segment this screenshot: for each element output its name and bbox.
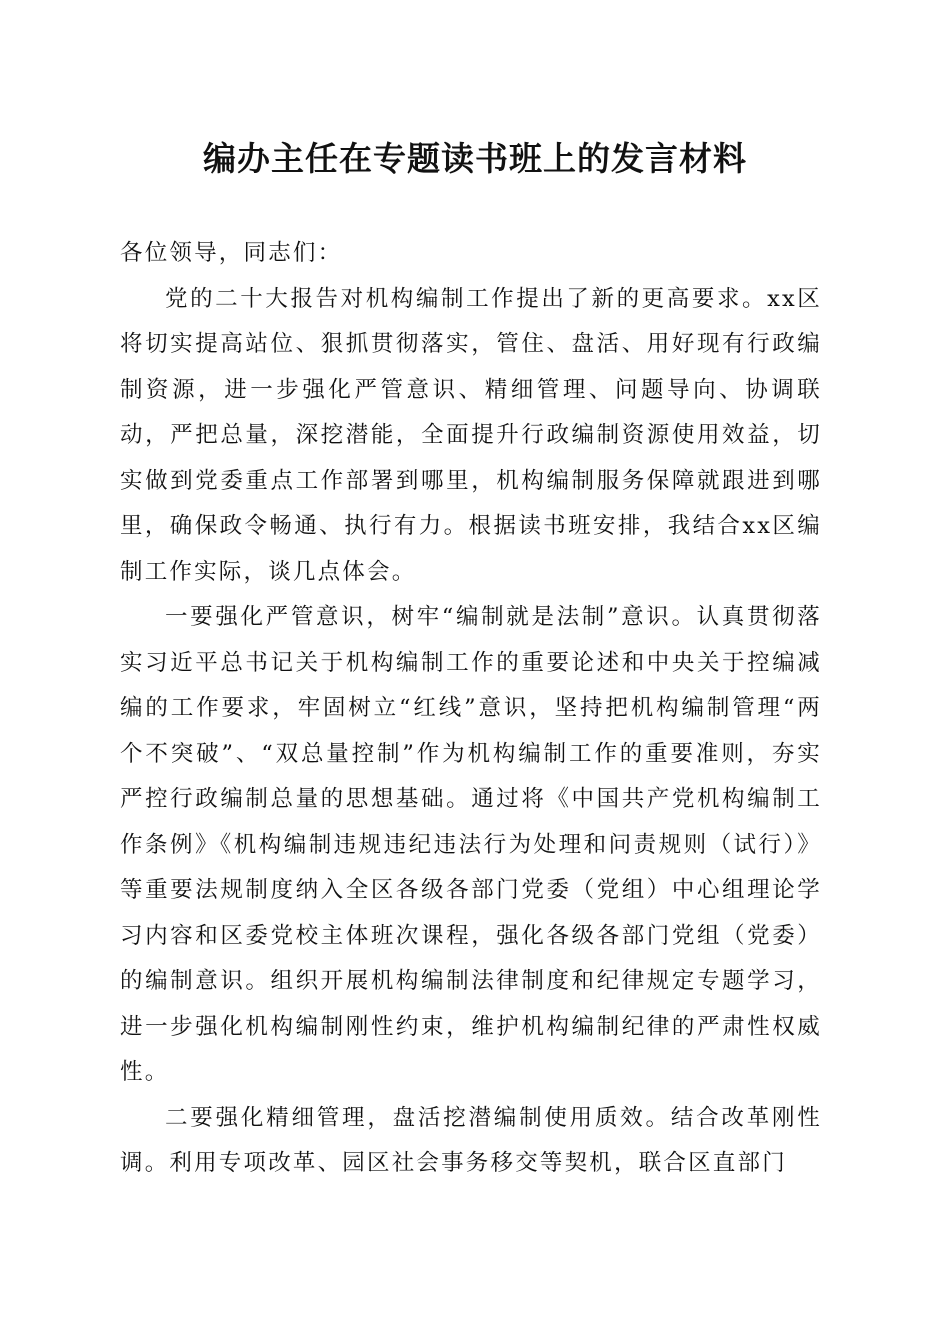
- paragraph-point-two: 二要强化精细管理，盘活挖潜编制使用质效。结合改革刚性调。利用专项改革、园区社会事务移交等契机，联合区直部门: [120, 1104, 822, 1176]
- document-title: 编办主任在专题读书班上的发言材料: [203, 139, 747, 178]
- salutation: 各位领导，同志们：: [120, 240, 343, 266]
- paragraph-intro: 党的二十大报告对机构编制工作提出了新的更高要求。xx区将切实提高站位、狠抓贯彻落实，管住、盘活、用好现有行政编制资源，进一步强化严管意识、精细管理、问题导向、协调联动，严把总量，深挖潜能，全面提升行政编制资源使用效益，切实做到党委重点工作部署到哪里，机构编制服务保障就跟进到哪里，确保政令畅通、执行有力。根据读书班安排，我结合xx区编制工作实际，谈几点体会。: [120, 285, 822, 585]
- paragraph-point-one: 一要强化严管意识，树牢“编制就是法制”意识。认真贯彻落实习近平总书记关于机构编制工作的重要论述和中央关于控编减编的工作要求，牢固树立“红线”意识，坚持把机构编制管理“两个不突破”、“双总量控制”作为机构编制工作的重要准则，夯实严控行政编制总量的思想基础。通过将《中国共产党机构编制工作条例》《机构编制违规违纪违法行为处理和问责规则（试行）》等重要法规制度纳入全区各级各部门党委（党组）中心组理论学习内容和区委党校主体班次课程，强化各级各部门党组（党委）的编制意识。组织开展机构编制法律制度和纪律规定专题学习，进一步强化机构编制刚性约束，维护机构编制纪律的严肃性权威性。: [120, 604, 822, 1085]
- document-body: [120, 231, 822, 1187]
